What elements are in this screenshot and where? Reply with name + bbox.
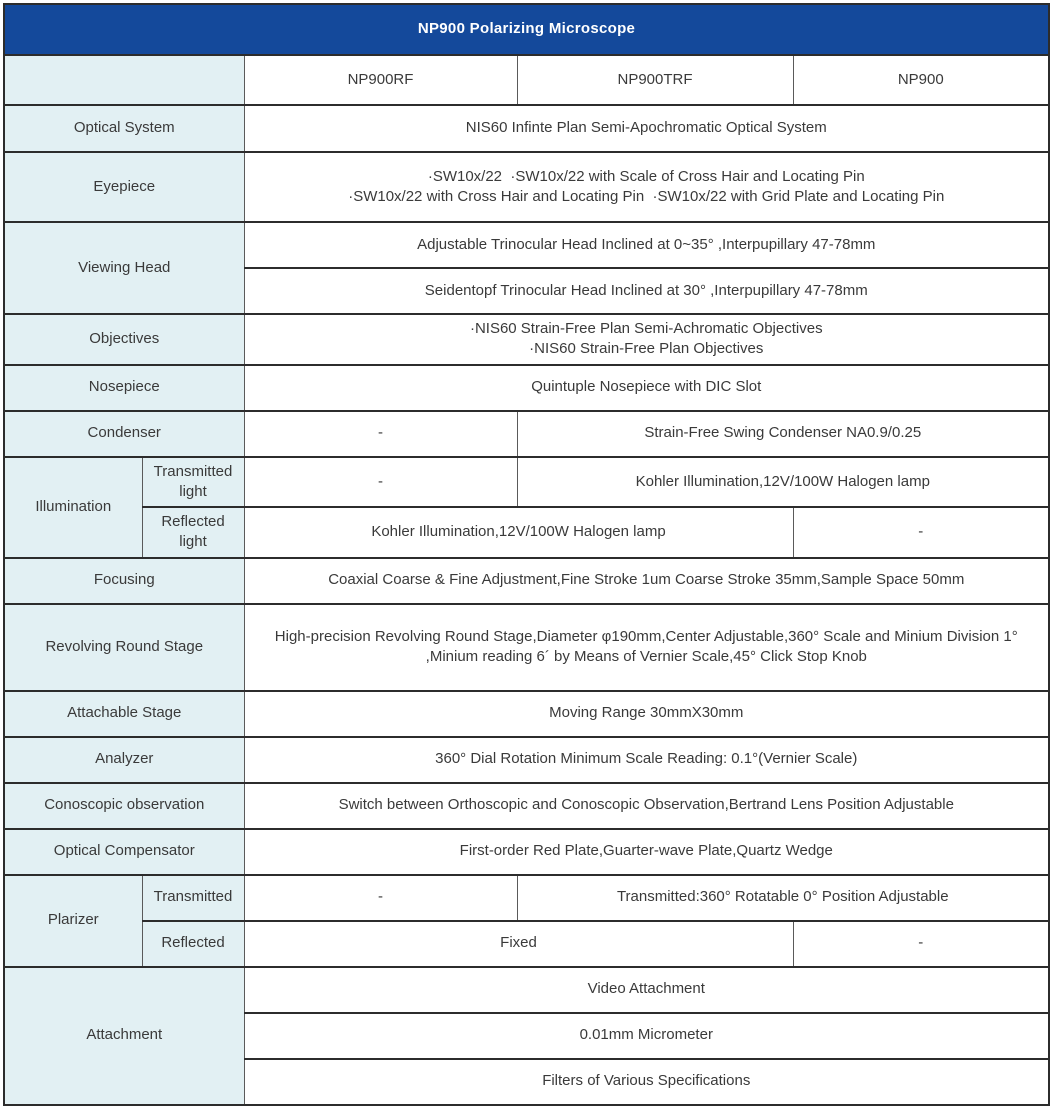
sublabel-transmitted-light: Transmitted light — [142, 457, 244, 508]
row-label-analyzer: Analyzer — [4, 737, 244, 783]
row-attachable-stage — [4, 691, 1049, 737]
row-label-revolving-round-stage: Revolving Round Stage — [4, 604, 244, 691]
objectives-value — [244, 314, 1049, 365]
row-plarizer-reflected — [4, 921, 1049, 967]
row-optical-system — [4, 105, 1049, 152]
eyepiece-value-line1: ·SW10x/22 ·SW10x/22 with Scale of Cross Hair and Locating Pin — [427, 167, 865, 185]
row-plarizer-transmitted — [4, 875, 1049, 921]
row-revolving-round-stage — [4, 604, 1049, 691]
row-label-illumination: Illumination — [4, 457, 142, 558]
row-label-focusing: Focusing — [4, 558, 244, 604]
plarizer-reflected-np900-value: - — [793, 921, 1049, 967]
focusing-value: Coaxial Coarse & Fine Adjustment,Fine Stroke 1um Coarse Stroke 35mm,Sample Space 50mm — [244, 558, 1049, 604]
model-header-row — [4, 55, 1049, 105]
attachment-value-2: 0.01mm Micrometer — [244, 1013, 1049, 1059]
illumination-reflected-np900rf-np900trf-value: Kohler Illumination,12V/100W Halogen lamp — [244, 507, 793, 558]
illumination-reflected-np900-value: - — [793, 507, 1049, 558]
optical-system-value: NIS60 Infinte Plan Semi-Apochromatic Optical System — [244, 105, 1049, 152]
objectives-value-line2: ·NIS60 Strain-Free Plan Objectives — [529, 340, 764, 358]
row-optical-compensator — [4, 829, 1049, 875]
optical-compensator-value: First-order Red Plate,Guarter-wave Plate,Quartz Wedge — [244, 829, 1049, 875]
plarizer-transmitted-np900rf-value: - — [244, 875, 517, 921]
row-attachment-1 — [4, 967, 1049, 1013]
title-row — [4, 4, 1049, 55]
column-header-np900trf: NP900TRF — [517, 55, 793, 105]
row-objectives — [4, 314, 1049, 365]
viewing-head-value-1: Adjustable Trinocular Head Inclined at 0~35° ,Interpupillary 47-78mm — [244, 222, 1049, 268]
illumination-transmitted-np900trf-np900-value: Kohler Illumination,12V/100W Halogen lamp — [517, 457, 1049, 508]
eyepiece-value — [244, 152, 1049, 222]
row-eyepiece — [4, 152, 1049, 222]
row-nosepiece — [4, 365, 1049, 411]
plarizer-reflected-np900rf-np900trf-value: Fixed — [244, 921, 793, 967]
illumination-transmitted-np900rf-value: - — [244, 457, 517, 508]
row-label-plarizer: Plarizer — [4, 875, 142, 967]
row-label-viewing-head: Viewing Head — [4, 222, 244, 314]
sublabel-plarizer-reflected: Reflected — [142, 921, 244, 967]
row-focusing — [4, 558, 1049, 604]
nosepiece-value: Quintuple Nosepiece with DIC Slot — [244, 365, 1049, 411]
plarizer-transmitted-np900trf-np900-value: Transmitted:360° Rotatable 0° Position Adjustable — [517, 875, 1049, 921]
row-label-conoscopic-observation: Conoscopic observation — [4, 783, 244, 829]
eyepiece-value-line2: ·SW10x/22 with Cross Hair and Locating Pin ·SW10x/22 with Grid Plate and Locating Pin — [348, 188, 945, 205]
page-title: NP900 Polarizing Microscope — [4, 4, 1049, 55]
viewing-head-value-2: Seidentopf Trinocular Head Inclined at 30° ,Interpupillary 47-78mm — [244, 268, 1049, 314]
row-label-attachment: Attachment — [4, 967, 244, 1105]
objectives-value-line1: ·NIS60 Strain-Free Plan Semi-Achromatic Objectives — [469, 320, 823, 337]
row-label-optical-compensator: Optical Compensator — [4, 829, 244, 875]
condenser-np900trf-np900-value: Strain-Free Swing Condenser NA0.9/0.25 — [517, 411, 1049, 457]
attachment-value-3: Filters of Various Specifications — [244, 1059, 1049, 1105]
row-viewing-head-1 — [4, 222, 1049, 268]
sublabel-plarizer-transmitted: Transmitted — [142, 875, 244, 921]
column-header-np900rf: NP900RF — [244, 55, 517, 105]
attachable-stage-value: Moving Range 30mmX30mm — [244, 691, 1049, 737]
row-label-optical-system: Optical System — [4, 105, 244, 152]
analyzer-value: 360° Dial Rotation Minimum Scale Reading: 0.1°(Vernier Scale) — [244, 737, 1049, 783]
column-header-np900: NP900 — [793, 55, 1049, 105]
row-label-objectives: Objectives — [4, 314, 244, 365]
row-conoscopic-observation — [4, 783, 1049, 829]
row-illumination-reflected — [4, 507, 1049, 558]
conoscopic-observation-value: Switch between Orthoscopic and Conoscopic Observation,Bertrand Lens Position Adjustable — [244, 783, 1049, 829]
row-illumination-transmitted — [4, 457, 1049, 508]
spec-sheet — [3, 3, 1048, 1106]
attachment-value-1: Video Attachment — [244, 967, 1049, 1013]
row-analyzer — [4, 737, 1049, 783]
row-condenser — [4, 411, 1049, 457]
model-header-empty-cell — [4, 55, 244, 105]
row-label-attachable-stage: Attachable Stage — [4, 691, 244, 737]
sublabel-reflected-light: Reflected light — [142, 507, 244, 558]
row-label-nosepiece: Nosepiece — [4, 365, 244, 411]
spec-table — [3, 3, 1050, 1106]
row-label-condenser: Condenser — [4, 411, 244, 457]
row-label-eyepiece: Eyepiece — [4, 152, 244, 222]
condenser-np900rf-value: - — [244, 411, 517, 457]
revolving-round-stage-value: High-precision Revolving Round Stage,Diameter φ190mm,Center Adjustable,360° Scale and Minium Division 1° ,Minium reading 6´ by Means of Vernier Scale,45° Click Stop Knob — [244, 604, 1049, 691]
